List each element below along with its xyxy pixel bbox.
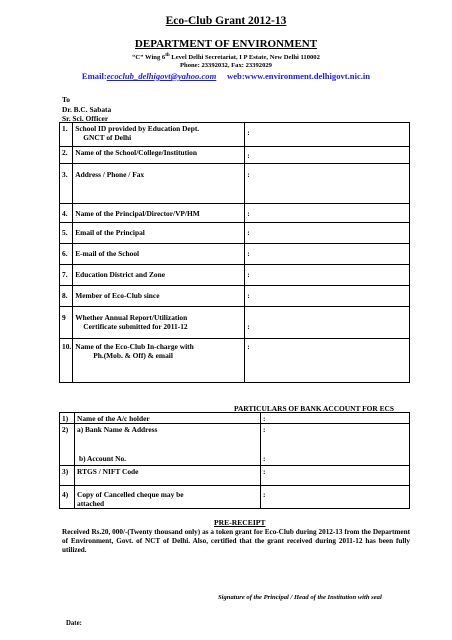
- row-number: 6.: [60, 244, 73, 265]
- row-value-field[interactable]: :: [245, 147, 410, 164]
- page-title: Eco-Club Grant 2012-13: [165, 15, 287, 27]
- row-label: Name of the A/c holder: [75, 413, 261, 424]
- phone-fax: Phone: 23392032, Fax: 23392029: [180, 61, 272, 69]
- form-row: [60, 339, 410, 383]
- row-number: 4): [60, 486, 75, 509]
- row-number: 3): [60, 466, 75, 486]
- form-row: [60, 265, 410, 286]
- form-row: [60, 244, 410, 265]
- bank-details-table: [59, 412, 410, 509]
- row-value-field[interactable]: :: [261, 413, 410, 424]
- row-value-field[interactable]: :: [245, 339, 410, 383]
- row-label: Education District and Zone: [73, 265, 245, 286]
- to-line: To: [62, 95, 70, 104]
- row-number: 8.: [60, 286, 73, 307]
- row-number: 1): [60, 413, 75, 424]
- details-form-table: [59, 122, 410, 383]
- email-label: Email:: [81, 71, 107, 81]
- row-value-field[interactable]: :: [245, 164, 410, 204]
- row-value-field[interactable]: :: [245, 204, 410, 223]
- row-label: Name of the Eco-Club In-charge with Ph.(Mob. & Off) & email: [73, 339, 245, 383]
- department-heading: DEPARTMENT OF ENVIRONMENT: [134, 38, 318, 50]
- form-row: [60, 223, 410, 244]
- form-row: [60, 123, 410, 147]
- row-number: 9: [60, 307, 73, 339]
- row-value-field[interactable]: : :: [261, 424, 410, 466]
- bank-row: [60, 486, 410, 509]
- pre-receipt-text: Received Rs.20, 000/-(Twenty thousand only) as a token grant for Eco-Club during 2012-13 from the Department of Environment, Govt. of NCT of Delhi. Also, certified that the grant received during 2011-12 has been fully utilized.: [62, 528, 410, 555]
- bank-section-title: PARTICULARS OF BANK ACCOUNT FOR ECS: [234, 404, 394, 413]
- form-row: [60, 164, 410, 204]
- address-part-1: “C” Wing 6: [132, 54, 166, 62]
- bank-row: [60, 424, 410, 466]
- row-label: Whether Annual Report/Utilization Certificate submitted for 2011-12: [73, 307, 245, 339]
- row-number: 7.: [60, 265, 73, 286]
- row-value-field[interactable]: :: [261, 466, 410, 486]
- row-number: 10.: [60, 339, 73, 383]
- contact-line: [0, 71, 452, 81]
- date-label: Date:: [66, 620, 82, 627]
- address-superscript: th: [165, 53, 170, 58]
- form-row: [60, 286, 410, 307]
- row-value-field[interactable]: :: [245, 223, 410, 244]
- bank-row: [60, 413, 410, 424]
- row-value-field[interactable]: :: [245, 265, 410, 286]
- email-link[interactable]: ecoclub_delhigovt@yahoo.com: [106, 71, 217, 81]
- department-address: [0, 53, 452, 61]
- row-number: 2): [60, 424, 75, 466]
- row-number: 5.: [60, 223, 73, 244]
- form-row: [60, 147, 410, 164]
- row-number: 3.: [60, 164, 73, 204]
- row-label: Name of the School/College/Institution: [73, 147, 245, 164]
- addressee-name: Dr. B.C. Sabata: [62, 105, 112, 114]
- row-label: Name of the Principal/Director/VP/HM: [73, 204, 245, 223]
- row-value-field[interactable]: :: [245, 286, 410, 307]
- row-label: a) Bank Name & Address b) Account No.: [75, 424, 261, 466]
- signature-line: Signature of the Principal / Head of the Institution with seal: [218, 594, 382, 601]
- row-label: Address / Phone / Fax: [73, 164, 245, 204]
- row-number: 1.: [60, 123, 73, 147]
- address-part-2: Level Delhi Secretariat, I P Estate, New Delhi 110002: [169, 54, 320, 62]
- form-row: [60, 204, 410, 223]
- row-label: Member of Eco-Club since: [73, 286, 245, 307]
- addressee-designation: Sr. Sci. Officer: [62, 114, 109, 123]
- row-number: 4.: [60, 204, 73, 223]
- row-value-field[interactable]: :: [245, 244, 410, 265]
- row-value-field[interactable]: :: [245, 307, 410, 339]
- web-link[interactable]: web:www.environment.delhigovt.nic.in: [227, 71, 371, 81]
- row-label: Email of the Principal: [73, 223, 245, 244]
- row-label: Copy of Cancelled cheque may be attached: [75, 486, 261, 509]
- row-number: 2.: [60, 147, 73, 164]
- row-label: School ID provided by Education Dept. GNCT of Delhi: [73, 123, 245, 147]
- row-label: E-mail of the School: [73, 244, 245, 265]
- row-label: RTGS / NIFT Code: [75, 466, 261, 486]
- pre-receipt-title: PRE-RECEIPT: [214, 518, 266, 527]
- row-value-field[interactable]: :: [261, 486, 410, 509]
- row-value-field[interactable]: :: [245, 123, 410, 147]
- form-row: [60, 307, 410, 339]
- bank-row: [60, 466, 410, 486]
